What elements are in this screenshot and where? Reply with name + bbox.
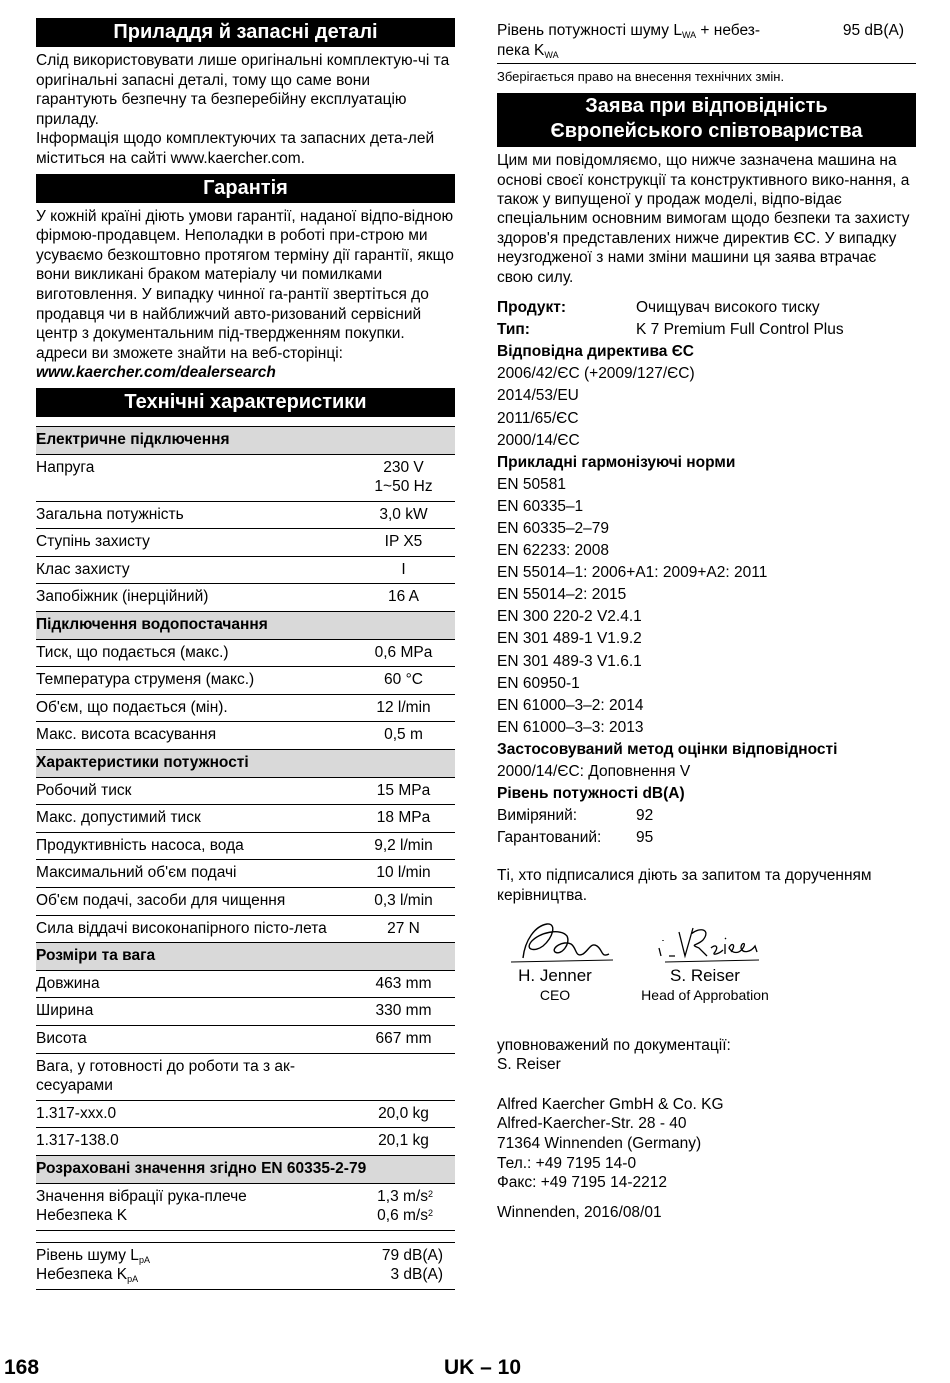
spec-label: Макс. допустимий тиск [36,809,201,827]
specs-table [36,426,455,1290]
directive-heading: Відповідна директива ЄС [497,343,694,361]
method-heading: Застосовуваний метод оцінки відповідності [497,740,838,758]
spec-row [36,1101,455,1129]
spec-row [36,1054,455,1101]
warranty-text-2: адреси ви зможете знайти на веб-сторінці: [36,344,343,362]
spec-label: Ширина [36,1002,94,1020]
spec-row [36,778,455,806]
sound-power-row [497,20,916,64]
spec-section-title: Характеристики потужності [36,750,455,778]
type-row: Тип: K 7 Premium Full Control Plus [497,321,844,339]
accessories-text-1: Слід використовувати лише оригінальні комплектую-чі та оригінальні запасні деталі, тому що саме вони гарантують безпечну та безперебійну експлуатацію приладу. [36,52,450,128]
vibration-k-label: Небезпека K [36,1207,128,1225]
spec-row [36,455,455,502]
spec-value: 9,2 l/min [374,836,433,854]
spec-label: Запобіжник (інерційний) [36,588,209,606]
spec-row [36,860,455,888]
spec-value: 0,6 MPa [374,643,433,661]
eu-intro: Цим ми повідомляємо, що нижче зазначена машина на основі своєї конструкції та конструктивного вико-нання, а також у випущеної у продаж моделі, відпо-відає спеціальним основним вимогам щодо безпеки та захисту здоров'я представлених нижче директив ЄС. У випадку неузгодженої з нами зміни машини ця заява втрачає свою силу. [497,152,910,286]
spec-row [36,916,455,944]
signatures [497,918,916,1016]
spec-value: 230 V 1~50 Hz [374,458,433,496]
page-number: 168 [4,1356,40,1379]
spec-row [36,529,455,557]
directive-item: 2006/42/ЄС (+2009/127/ЄС) [497,365,695,383]
vibration-k-value: 0,6 $m/s^2$ [377,1207,433,1225]
spec-value: 463 mm [375,974,432,992]
spec-value: 3,0 kW [379,505,428,523]
spec-row [36,557,455,585]
spec-row [36,805,455,833]
norm-item: EN 300 220-2 V2.4.1 [497,608,642,626]
spec-label: Макс. висота всасування [36,726,217,744]
spec-value: 20,0 kg [378,1104,429,1122]
spec-value: 0,3 l/min [374,892,433,909]
place-date: Winnenden, 2016/08/01 [497,1203,662,1221]
specs-heading: Технічні характеристики [36,388,455,417]
spec-label: Робочий тиск [36,781,132,799]
directive-item: 2000/14/ЄС [497,431,580,449]
spec-value: 12 l/min [376,698,431,716]
spec-label: Ступінь захисту [36,533,150,551]
company-line: 71364 Winnenden (Germany) [497,1134,702,1152]
signers-text: Ті, хто підписалися діють за запитом та дорученням керівництва. [497,867,872,904]
spec-value: IP X5 [384,533,423,551]
spec-section-title: Розраховані значення згідно EN 60335-2-79 [36,1156,455,1184]
spec-label: Довжина [36,974,100,992]
spec-row [36,998,455,1026]
documentation-name: S. Reiser [497,1056,561,1074]
spec-label: Висота [36,1029,87,1047]
documentation-label: уповноважений по документації: [497,1036,731,1054]
norm-item: EN 50581 [497,475,566,493]
noise-k-value: 3 dB(A) [390,1266,443,1284]
spec-label: Температура струменя (макс.) [36,671,255,689]
spec-label: 1.317-xxx.0 [36,1104,117,1122]
spec-section-title: Підключення водопостачання [36,612,455,640]
spec-row [36,1128,455,1156]
directive-item: 2014/53/EU [497,387,579,405]
spec-label: Вага, у готовності до роботи та з ак-сесуарами [36,1057,295,1095]
spec-row [36,584,455,612]
signer-2-title: Head of Approbation [641,986,769,1003]
norms-list [497,474,916,739]
spec-label: Клас захисту [36,560,130,578]
spec-label: Загальна потужність [36,505,184,523]
accessories-text-2: Інформація щодо комплектуючих та запасних дета-лей міститься на сайті www.kaercher.com. [36,130,435,167]
spec-row [36,502,455,530]
spec-row [36,833,455,861]
spec-label: Напруга [36,458,95,476]
norms-heading: Прикладні гармонізуючі норми [497,453,736,471]
signer-1-title: CEO [539,986,571,1003]
spec-value: 27 N [387,919,420,937]
handwritten-signature-jenner [505,918,615,966]
spec-value: 60 °C [384,671,423,689]
signer-1-name: H. Jenner [518,965,592,985]
guaranteed-row: Гарантований: 95 [497,829,654,847]
spec-value: 16 A [387,588,420,606]
company-line: Alfred Kaercher GmbH & Co. KG [497,1095,724,1113]
norm-item: EN 60335–2–79 [497,519,610,537]
spec-label: 1.317-138.0 [36,1132,119,1150]
sound-power-label: Рівень потужності шуму $L_{WA}$ + небез- пека $K_{WA}$ [497,22,761,60]
spec-value: 667 mm [375,1029,432,1047]
signer-2-name: S. Reiser [670,965,740,985]
spec-row [36,640,455,668]
spec-section-title: Розміри та вага [36,943,455,971]
spec-label: Об'єм подачі, засоби для чищення [36,892,286,909]
spec-row [36,695,455,723]
eu-declaration-heading: Заява при відповідність Європейського співтовариства [497,93,916,147]
spec-value: 20,1 kg [378,1132,429,1150]
norm-item: EN 55014–2: 2015 [497,586,627,604]
spec-label: Тиск, що подається (макс.) [36,643,229,661]
spec-row [36,722,455,750]
vibration-row [36,1184,455,1231]
spec-row [36,667,455,695]
spec-value: 15 MPa [376,781,431,799]
noise-k-label: Небезпека $K_{pA}$ [36,1266,139,1285]
norm-item: EN 60335–1 [497,497,584,515]
noise-value: 79 dB(A) [381,1246,443,1264]
spec-value: 330 mm [375,1002,432,1020]
warranty-heading: Гарантія [36,174,455,203]
company-line: Alfred-Kaercher-Str. 28 - 40 [497,1115,687,1133]
spec-label: Продуктивність насоса, вода [36,836,244,854]
signature-jenner [505,918,605,1004]
vibration-label: Значення вібрації рука-плече [36,1187,247,1205]
method-text: 2000/14/ЄС: Доповнення V [497,763,691,780]
section-page-label: UK – 10 [444,1356,522,1379]
norm-item: EN 301 489-3 V1.6.1 [497,652,642,670]
directive-item: 2011/65/ЄС [497,409,579,427]
spec-value [346,1057,455,1096]
company-address [497,1095,916,1193]
norm-item: EN 61000–3–2: 2014 [497,696,644,714]
spec-value: 10 l/min [376,864,431,882]
norm-item: EN 61000–3–3: 2013 [497,718,644,736]
product-row: Продукт: Очищувач високого тиску [497,299,820,317]
left-column [36,18,455,1290]
spec-value: I [401,560,406,578]
spec-label: Сила віддачі високонапірного пісто-лета [36,919,327,937]
norm-item: EN 62233: 2008 [497,542,610,560]
dealer-search-link[interactable]: www.kaercher.com/dealersearch [36,364,276,382]
noise-label: Рівень шуму $L_{pA}$ [36,1246,150,1265]
sound-power-value: 95 dB(A) [842,22,904,39]
handwritten-signature-reiser [645,918,765,966]
company-line: Факс: +49 7195 14-2212 [497,1174,667,1192]
warranty-text-1: У кожній країні діють умови гарантії, наданої відпо-відною фірмою-продавцем. Неполадки в роботі при-строю ми усуваємо безкоштовно протягом терміну дії гарантії, якщо вони викликані браком матеріалу чи помилками виготовлення. У випадку чинної га-рантії звертіться до продавця чи в найближчий авто-ризований сервісний центр з документальним під-твердженням покупки. [36,207,454,343]
spec-row [36,1026,455,1054]
right-column [497,20,916,1222]
company-line: Тел.: +49 7195 14-0 [497,1154,637,1172]
signature-reiser [635,918,775,1004]
reserved-note: Зберігається право на внесення технічних змін. [497,69,785,85]
spec-label: Об'єм, що подається (мін). [36,698,228,716]
noise-row [36,1243,455,1290]
vibration-value: 1,3 $m/s^2$ [377,1187,433,1205]
norm-item: EN 301 489-1 V1.9.2 [497,630,642,648]
spec-section-title: Електричне підключення [36,427,455,455]
spec-label: Максимальний об'єм подачі [36,864,237,882]
level-heading: Рівень потужності dB(A) [497,785,685,803]
spec-row [36,971,455,999]
norm-item: EN 55014–1: 2006+A1: 2009+A2: 2011 [497,564,768,582]
accessories-heading: Приладдя й запасні деталі [36,18,455,47]
norm-item: EN 60950-1 [497,674,580,692]
spec-value: 0,5 m [384,726,423,744]
spec-value: 18 MPa [376,809,431,827]
directive-list [497,363,916,451]
spacer [36,1231,455,1243]
spec-row [36,888,455,916]
measured-row: Виміряний: 92 [497,807,654,825]
